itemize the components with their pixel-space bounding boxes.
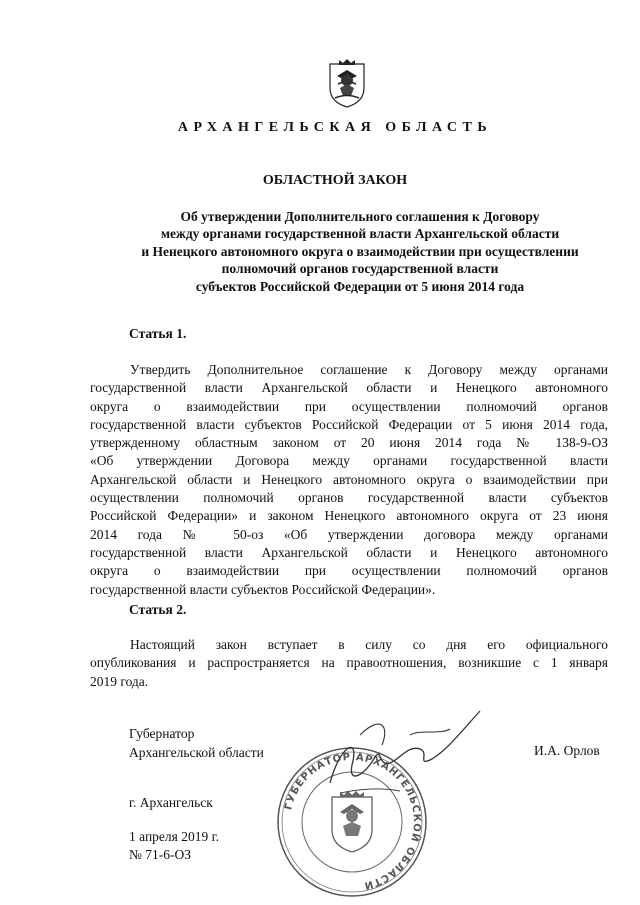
- text-line: осуществлении полномочий органов государственной власти субъектов: [90, 490, 608, 506]
- handwritten-signature-icon: [320, 705, 500, 800]
- text-line: «Об утверждении Договора между органами государственной власти: [90, 453, 608, 469]
- signatory-name: И.А. Орлов: [534, 743, 600, 758]
- text-line: Утвердить Дополнительное соглашение к Договору между органами: [130, 362, 608, 377]
- text-line: опубликования и распространяется на правоотношения, возникшие с 1 января: [90, 655, 608, 671]
- law-title-line: между органами государственной власти Архангельской области: [160, 226, 560, 242]
- text-line: округа о взаимодействии при осуществлении полномочий органов: [90, 398, 608, 414]
- text-line: государственной власти субъектов Российской Федерации от 5 июня 2014 года,: [90, 416, 608, 432]
- signatory-role-line: Губернатор: [129, 726, 195, 741]
- law-title: [80, 208, 640, 295]
- text-line: государственной власти Архангельской области и Ненецкого автономного: [90, 380, 608, 396]
- text-line: 2019 года.: [90, 673, 149, 689]
- law-date-number: [129, 828, 219, 864]
- text-line: государственной власти субъектов Российской Федерации».: [90, 581, 436, 597]
- article-1-text: [90, 361, 608, 599]
- law-title-line: Об утверждении Дополнительного соглашения к Договору: [180, 209, 540, 224]
- place-of-signing: г. Архангельск: [129, 795, 213, 810]
- signatory-role-line: Архангельской области: [129, 745, 264, 760]
- text-line: 2014 года № 50-оз «Об утверждении договора между органами: [90, 526, 608, 542]
- signatory-role: [129, 724, 264, 762]
- article-1-heading: Статья 1.: [129, 326, 187, 341]
- article-2-heading: Статья 2.: [129, 602, 187, 617]
- text-line: округа о взаимодействии при осуществлении полномочий органов: [90, 563, 608, 579]
- region-name: АРХАНГЕЛЬСКАЯ ОБЛАСТЬ: [177, 120, 493, 135]
- text-line: утвержденному областным законом от 20 июня 2014 года № 138-9-ОЗ: [90, 435, 608, 451]
- text-line: Архангельской области и Ненецкого автономного округа о взаимодействии при: [90, 471, 608, 487]
- law-date: 1 апреля 2019 г.: [129, 829, 219, 844]
- svg-text:ГУБЕРНАТОР АРХАНГЕЛЬСКОЙ ОБЛАС: ГУБЕРНАТОР АРХАНГЕЛЬСКОЙ ОБЛАСТИ: [283, 751, 423, 891]
- law-title-line: субъектов Российской Федерации от 5 июня 2014 года: [195, 278, 525, 294]
- article-2-text: [90, 636, 608, 691]
- law-number: № 71-6-ОЗ: [129, 847, 192, 862]
- law-type: ОБЛАСТНОЙ ЗАКОН: [262, 173, 408, 188]
- text-line: государственной власти Архангельской области и Ненецкого автономного: [90, 544, 608, 560]
- law-title-line: и Ненецкого автономного округа о взаимодействии при осуществлении: [141, 243, 579, 259]
- text-line: Настоящий закон вступает в силу со дня его официального: [130, 637, 608, 652]
- coat-of-arms-icon: [327, 58, 367, 108]
- law-title-line: полномочий органов государственной власти: [221, 261, 499, 277]
- text-line: Российской Федерации» и законом Ненецкого автономного округа от 23 июня: [90, 508, 608, 524]
